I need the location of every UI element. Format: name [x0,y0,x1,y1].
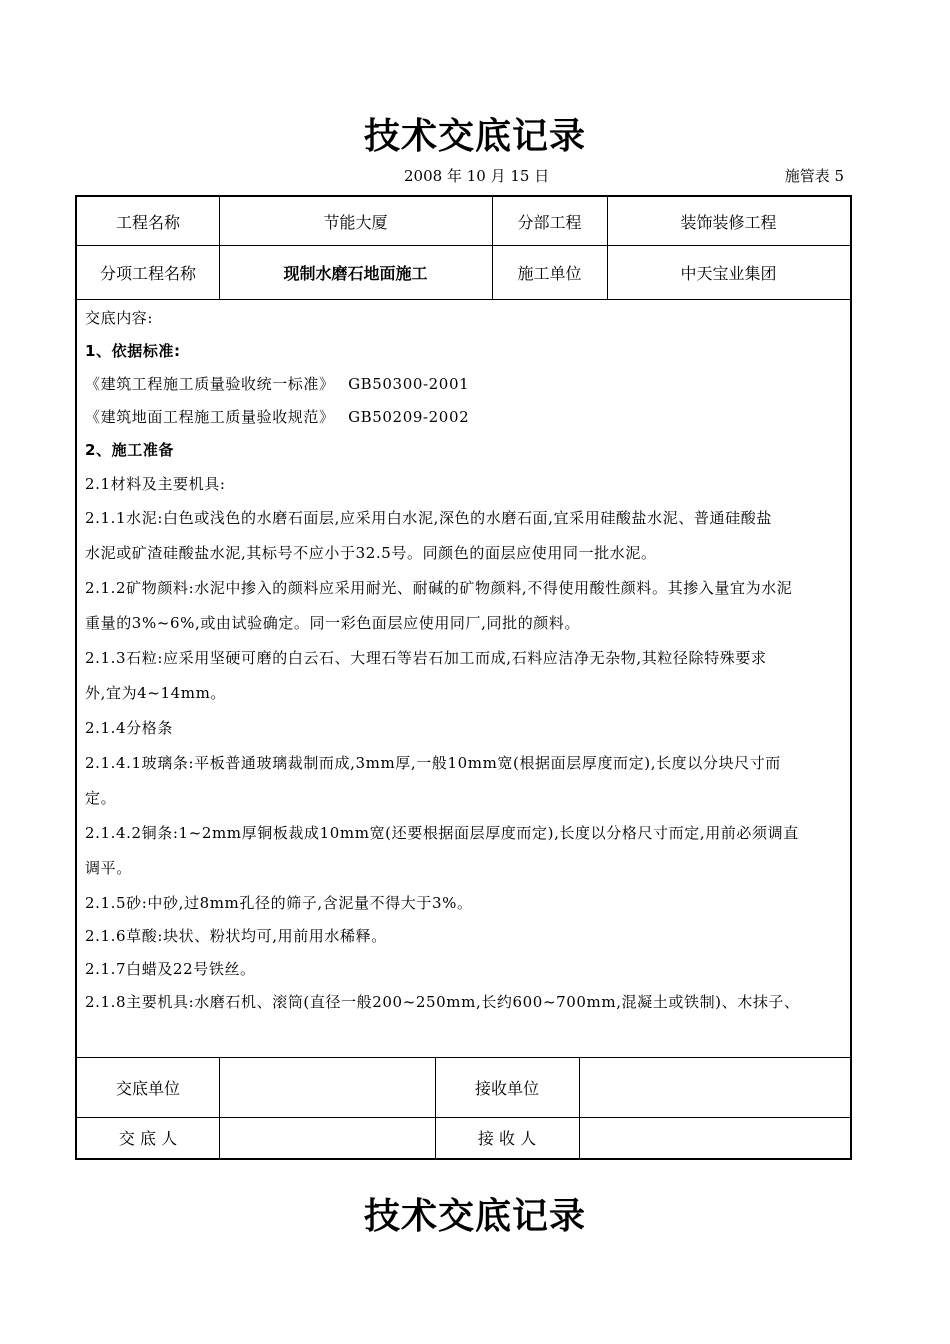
record-table [75,195,852,1160]
content-line: 2.1.4分格条 [85,719,173,737]
project-name-value: 节能大厦 [323,212,388,232]
form-number: 施管表 5 [784,167,844,185]
content-line: 2.1.5砂:中砂,过8mm孔径的筛子,含泥量不得大于3%。 [85,894,473,912]
content-line: 2.1.2矿物颜料:水泥中掺入的颜料应采用耐光、耐碱的矿物颜料,不得使用酸性颜料。其掺入量宜为水泥 [85,579,793,597]
handover-unit-value[interactable] [219,1057,435,1117]
content-line: 2.1.3石粒:应采用坚硬可磨的白云石、大理石等岩石加工而成,石料应洁净无杂物,其粒径除特殊要求 [85,649,767,667]
receiving-unit-label: 接收单位 [474,1078,539,1098]
receiving-unit-value[interactable] [579,1057,850,1117]
content-line: 2.1.8主要机具:水磨石机、滚筒(直径一般200~250mm,长约600~700mm,混凝土或铁制)、木抹子、 [85,993,800,1011]
content-line: 《建筑地面工程施工质量验收规范》 GB50209-2002 [85,408,470,426]
subitem-label: 分项工程名称 [99,263,196,283]
page-title: 技术交底记录 [363,116,586,157]
content-line: 2.1.1水泥:白色或浅色的水磨石面层,应采用白水泥,深色的水磨石面,宜采用硅酸盐水泥、普通硅酸盐 [85,509,772,527]
content-line: 水泥或矿渣硅酸盐水泥,其标号不应小于32.5号。同颜色的面层应使用同一批水泥。 [85,544,657,562]
content-intro: 交底内容: [85,309,154,327]
row-divider [77,299,850,300]
content-line: 调平。 [85,859,132,877]
content-line: 重量的3%~6%,或由试验确定。同一彩色面层应使用同厂,同批的颜料。 [85,614,581,632]
division-value: 装饰装修工程 [680,212,777,232]
next-page-title: 技术交底记录 [363,1196,586,1237]
record-date: 2008 年 10 月 15 日 [404,167,550,185]
receiving-person-label: 接 收 人 [477,1129,537,1148]
content-line: 2.1材料及主要机具: [85,475,226,493]
handover-person-value[interactable] [219,1117,435,1158]
content-line: 2.1.4.2铜条:1~2mm厚铜板裁成10mm宽(还要根据面层厚度而定),长度以分格尺寸而定,用前必须调直 [85,824,799,842]
receiving-person-value[interactable] [579,1117,850,1158]
content-line: 外,宜为4~14mm。 [85,684,227,702]
content-line: 《建筑工程施工质量验收统一标准》 GB50300-2001 [85,375,470,393]
content-line: 定。 [85,789,117,807]
contractor-label: 施工单位 [517,263,582,283]
handover-person-label: 交 底 人 [118,1129,178,1148]
content-line: 2、施工准备 [85,441,175,459]
division-label: 分部工程 [517,212,582,232]
content-line: 1、依据标准: [85,342,181,360]
subitem-value: 现制水磨石地面施工 [283,263,428,283]
content-line: 2.1.4.1玻璃条:平板普通玻璃裁制而成,3mm厚,一般10mm宽(根据面层厚度而定),长度以分块尺寸而 [85,754,781,772]
content-line: 2.1.7白蜡及22号铁丝。 [85,960,256,978]
contractor-value: 中天宝业集团 [680,263,777,283]
handover-unit-label: 交底单位 [115,1078,180,1098]
content-line: 2.1.6草酸:块状、粉状均可,用前用水稀释。 [85,927,387,945]
project-name-label: 工程名称 [115,212,180,232]
